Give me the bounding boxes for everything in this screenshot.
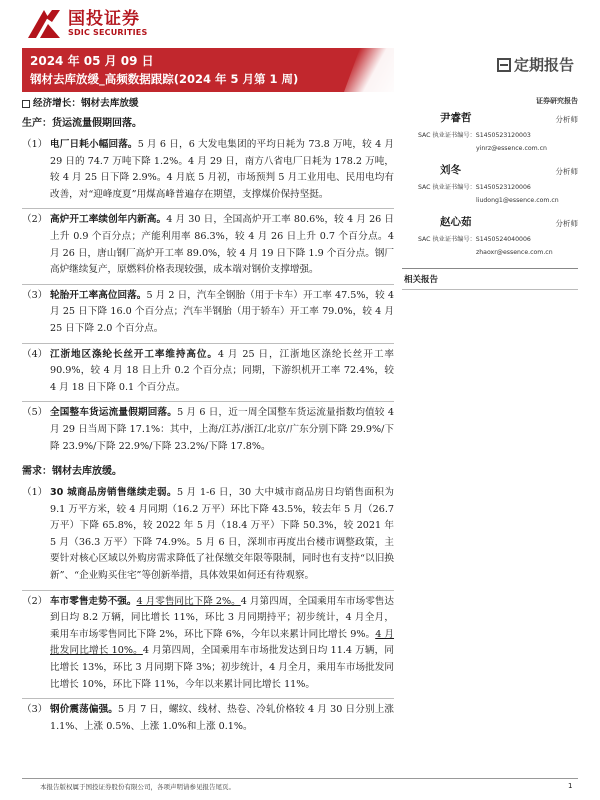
item-lead: 车市零售走势不强。 [50,595,137,607]
item-lead: 高炉开工率续创年内新高。 [50,214,167,226]
sidebar [402,96,578,290]
item-lead: 江浙地区涤纶长丝开工率维持高位。 [50,348,218,360]
divider [22,284,394,285]
analyst-sac: SAC 执业证书编号：S1450524040006 [418,236,531,243]
related-reports-heading: 相关报告 [402,268,578,290]
main-content [22,96,394,735]
wholesale-highlight: 4 月批发同比增长 10%。 [50,628,395,657]
item-number: （2） [22,595,48,607]
report-type-label: 定期报告 [513,56,574,74]
item-number: （3） [22,704,48,716]
divider [22,401,394,402]
item-text: 4 月 30 日，全国高炉开工率 80.6%，较 4 月 26 日上升 0.9 个百分点；产能利用率 86.3%，较 4 月 26 日上升 0.7 个百分点。4 月 26 日，唐山钢厂高炉开工率 89.0%，较 4 月 19 日下降 1.9 个百分点。钢厂高炉继续复产，原燃料价格表现较强，成本端对钢价支撑增强。 [50,214,395,276]
page-number: 1 [568,782,573,790]
item-text: 5 月 2 日，汽车全钢胎（用于卡车）开工率 47.5%，较 4 月 25 日下降 16.0 个百分点；汽车半钢胎（用于轿车）开工率 79.0%，较 4 月 25 日下降 2.0 个百分点。 [50,289,394,334]
analyst-role: 分析师 [555,167,578,176]
divider [22,590,394,591]
analyst-sac: SAC 执业证书编号：S1450523120006 [418,184,531,191]
item-text: 5 月 7 日，螺纹、线材、热卷、冷轧价格较 4 月 30 日分别上涨 1.1%、上涨 0.5%、上涨 1.0%和上涨 0.1%。 [50,704,394,732]
brand-name-en: SDIC SECURITIES [68,28,148,37]
footer-disclaimer: 本报告版权属于国投证券股份有限公司，各项声明请参见报告尾页。 [40,783,235,791]
analyst-email[interactable]: yinrz@essence.com.cn [476,145,547,152]
demand-heading: 需求：钢材去库放缓。 [22,466,122,478]
item-text: 5 月 6 日，近一周全国整车货运流量指数均值较 4 月 29 日当周下降 17.1%：其中，上海/江苏/浙江/北京/广东分别下降 29.9%/下降 23.9%/下降 22.9%/下降 23.2%/下降 17.8%。 [50,407,394,452]
production-item-2 [22,212,394,278]
analyst-role: 分析师 [555,219,578,228]
production-heading: 生产：货运流量假期回落。 [22,118,142,129]
analyst-name: 赵心茹 [440,216,472,228]
production-item-4 [22,347,394,397]
item-text: 4 月第四周，全国乘用车市场批发达到日均 11.4 万辆，同比增长 13%，环比 3 月同期下降 3%；初步统计，4 月全月，乘用车市场批发同比增长 10%，环比下降 11%，今年以来累计同比增长 11%。 [50,645,394,690]
title-banner [22,48,578,92]
analyst-card [402,162,578,204]
item-lead: 轮胎开工率高位回落。 [50,289,147,301]
analyst-sac: SAC 执业证书编号：S1450523120003 [418,132,531,139]
brand-name-cn: 国投证券 [68,9,140,29]
report-date: 2024 年 05 月 09 日 [30,54,154,68]
divider [22,698,394,699]
item-number: （1） [22,139,48,150]
analyst-name: 刘冬 [440,164,461,176]
item-lead: 电厂日耗小幅回落。 [50,139,138,150]
item-number: （1） [22,487,48,499]
report-type [497,54,574,75]
analyst-name: 尹睿哲 [440,112,472,124]
item-number: （4） [22,348,48,360]
divider [22,343,394,344]
brand-mark-icon [26,8,62,40]
demand-item-3 [22,702,394,735]
footer-divider [22,778,578,779]
item-number: （2） [22,214,48,226]
retail-highlight: 4 月零售同比下降 2%。 [136,595,241,607]
divider [22,208,394,209]
analyst-role: 分析师 [555,115,578,124]
report-title: 钢材去库放缓_高频数据跟踪(2024 年 5 月第 1 周) [30,72,299,86]
subhead-box-icon [22,100,30,108]
item-number: （5） [22,407,48,419]
brand-logo [26,6,147,42]
section-subhead [22,96,394,112]
item-text: 5 月 6 日，6 大发电集团的平均日耗为 73.8 万吨，较 4 月 29 日的 74.7 万吨下降 1.2%。4 月 29 日，南方八省电厂日耗为 178.2 万吨，较 4 月 25 日下降 2.9%。4 月底 5 月初，市场预判 5 月工业用电、民用电均有改善，对“迎峰度夏”用煤高峰普遍存在期望，支撑煤价保持坚挺。 [50,139,394,200]
demand-item-2 [22,594,394,694]
production-item-3 [22,288,394,338]
demand-item-1 [22,485,394,585]
item-text: 4 月第四周，全国乘用车市场零售达到日均 8.2 万辆，同比增长 11%，环比 3 月同期持平；初步统计，4 月全月，乘用车市场零售同比下降 2%，环比下降 6%，今年以来累计同比增长 9%。 [50,595,394,640]
analyst-card [402,110,578,152]
research-label: 证券研究报告 [536,97,578,105]
item-lead: 钢价震荡偏强。 [50,704,118,716]
production-item-5 [22,405,394,455]
item-lead: 全国整车货运流量假期回落。 [50,407,178,419]
report-type-icon [497,58,511,72]
production-item-1 [22,137,394,203]
item-number: （3） [22,289,48,301]
analyst-email[interactable]: liudong1@essence.com.cn [476,197,559,204]
item-text: 5 月 1-6 日，30 大中城市商品房日均销售面积为 9.1 万平方米，较 4 月同期（16.2 万平）环比下降 43.5%，较去年 5 月（26.7 万平）下降 65.8%，较 2022 年 5 月（18.4 万平）下降 50.3%，较 2021 年 5 月（36.3 万平）下降 74.9%。5 月 6 日，深圳市再度出台楼市调整政策，主要针对核心区域以外购房需求降低了社保缴交年限等限制，同时也有支持“以旧换新”、“企业购买住宅”等创新举措，具体效果如何还有待观察。 [50,487,394,582]
analyst-email[interactable]: zhaoxr@essence.com.cn [476,249,553,256]
item-lead: 30 城商品房销售继续走弱。 [50,487,177,499]
subhead-text: 经济增长：钢材去库放缓 [33,97,139,109]
item-text: 4 月 25 日，江浙地区涤纶长丝开工率 90.9%，较 4 月 18 日上升 0.2 个百分点；同期，下游织机开工率 72.4%，较 4 月 18 日下降 0.1 个百分点。 [50,348,394,393]
analyst-card [402,214,578,256]
